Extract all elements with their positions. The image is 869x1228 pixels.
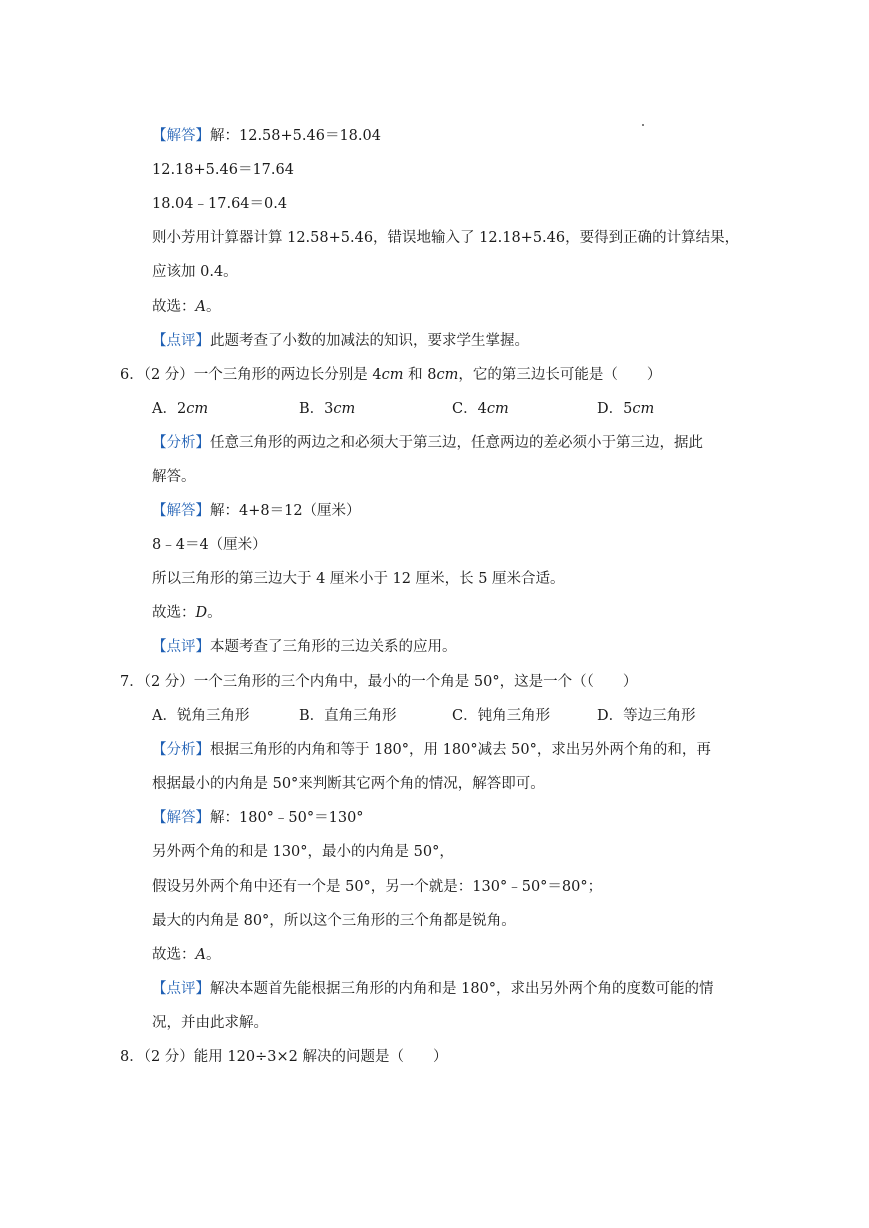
q6-option-b	[299, 399, 355, 419]
option-unit: cm	[186, 401, 209, 417]
q7-option-a: A．锐角三角形	[152, 708, 250, 724]
option-label: D．5	[597, 401, 633, 417]
answer-suffix: 。	[207, 605, 222, 621]
q6-stem-part-b: 和 8	[403, 367, 437, 383]
q7-calc-line-1: 另外两个角的和是 130°，最小的内角是 50°，	[152, 844, 454, 860]
q7-option-c: C．钝角三角形	[452, 708, 551, 724]
q7-explanation: 最大的内角是 80°，所以这个三角形的三个角都是锐角。	[152, 913, 516, 929]
q8-stem: 8．（2 分）能用 120÷3×2 解决的问题是（ ）	[120, 1049, 448, 1065]
q5-solution-line	[152, 126, 381, 146]
q7-review-cont: 况，并由此求解。	[152, 1015, 268, 1031]
option-label: A．2	[152, 401, 187, 417]
option-label: B．3	[299, 401, 334, 417]
analysis-tag: 【分析】	[152, 742, 210, 758]
option-unit: cm	[486, 401, 509, 417]
q5-explanation: 则小芳用计算器计算 12.58+5.46，错误地输入了 12.18+5.46，要得到正确的计算结果，	[152, 230, 740, 246]
q5-explanation-cont: 应该加 0.4。	[152, 264, 238, 280]
review-text: 解决本题首先能根据三角形的内角和是 180°，求出另外两个角的度数可能的情	[210, 981, 714, 997]
stray-dot	[642, 124, 644, 126]
q7-stem: 7．（2 分）一个三角形的三个内角中，最小的一个角是 50°，这是一个（（ ）	[120, 674, 638, 690]
q6-calc-line: 8﹣4＝4（厘米）	[152, 537, 267, 553]
answer-suffix: 。	[205, 947, 221, 963]
q6-option-c	[452, 399, 509, 419]
analysis-text: 根据三角形的内角和等于 180°，用 180°减去 50°，求出另外两个角的和，再	[210, 742, 711, 758]
solution-text: 解：180°﹣50°＝130°	[210, 810, 364, 826]
q6-unit-2: cm	[436, 367, 459, 383]
q6-option-d	[597, 399, 654, 419]
review-tag: 【点评】	[152, 333, 210, 349]
q6-unit-1: cm	[381, 367, 404, 383]
analysis-text: 任意三角形的两边之和必须大于第三边，任意两边的差必须小于第三边，据此	[210, 435, 703, 451]
solution-tag: 【解答】	[152, 810, 210, 826]
q6-option-a	[152, 399, 208, 419]
option-label: C．4	[452, 401, 487, 417]
review-text: 此题考查了小数的加减法的知识，要求学生掌握。	[210, 333, 529, 349]
q6-stem	[120, 365, 661, 385]
review-tag: 【点评】	[152, 981, 210, 997]
q7-analysis-cont: 根据最小的内角是 50°来判断其它两个角的情况，解答即可。	[152, 776, 545, 792]
q7-answer	[152, 945, 220, 965]
option-unit: cm	[333, 401, 356, 417]
q5-calc-line-2: 18.04﹣17.64＝0.4	[152, 196, 288, 212]
q7-option-b: B．直角三角形	[299, 708, 397, 724]
q7-review-line	[152, 979, 714, 999]
q5-review-line	[152, 331, 529, 351]
q6-analysis-line	[152, 433, 703, 453]
q7-solution-line	[152, 808, 364, 828]
answer-prefix: 故选：	[152, 299, 196, 315]
q7-calc-line-2: 假设另外两个角中还有一个是 50°，另一个就是：130°﹣50°＝80°；	[152, 879, 603, 895]
q6-stem-part-a: 6．（2 分）一个三角形的两边长分别是 4	[120, 367, 382, 383]
solution-text: 解：4+8＝12（厘米）	[210, 503, 361, 519]
review-text: 本题考查了三角形的三边关系的应用。	[210, 639, 457, 655]
solution-tag: 【解答】	[152, 128, 210, 144]
q7-option-d: D．等边三角形	[597, 708, 696, 724]
q5-answer	[152, 297, 220, 317]
option-unit: cm	[632, 401, 655, 417]
q6-explanation: 所以三角形的第三边大于 4 厘米小于 12 厘米，长 5 厘米合适。	[152, 571, 565, 587]
review-tag: 【点评】	[152, 639, 210, 655]
answer-letter: D	[195, 605, 208, 621]
answer-prefix: 故选：	[152, 605, 196, 621]
q6-stem-part-c: ，它的第三边长可能是（ ）	[458, 367, 662, 383]
answer-letter: A	[195, 299, 206, 315]
answer-letter: A	[195, 947, 206, 963]
q6-answer	[152, 603, 222, 623]
analysis-tag: 【分析】	[152, 435, 210, 451]
q7-analysis-line	[152, 740, 711, 760]
answer-suffix: 。	[205, 299, 221, 315]
answer-prefix: 故选：	[152, 947, 196, 963]
q6-analysis-cont: 解答。	[152, 469, 196, 485]
q5-calc-line-1: 12.18+5.46＝17.64	[152, 162, 294, 178]
solution-tag: 【解答】	[152, 503, 210, 519]
solution-text: 解：12.58+5.46＝18.04	[210, 128, 381, 144]
q6-review-line	[152, 637, 457, 657]
q6-solution-line	[152, 501, 361, 521]
